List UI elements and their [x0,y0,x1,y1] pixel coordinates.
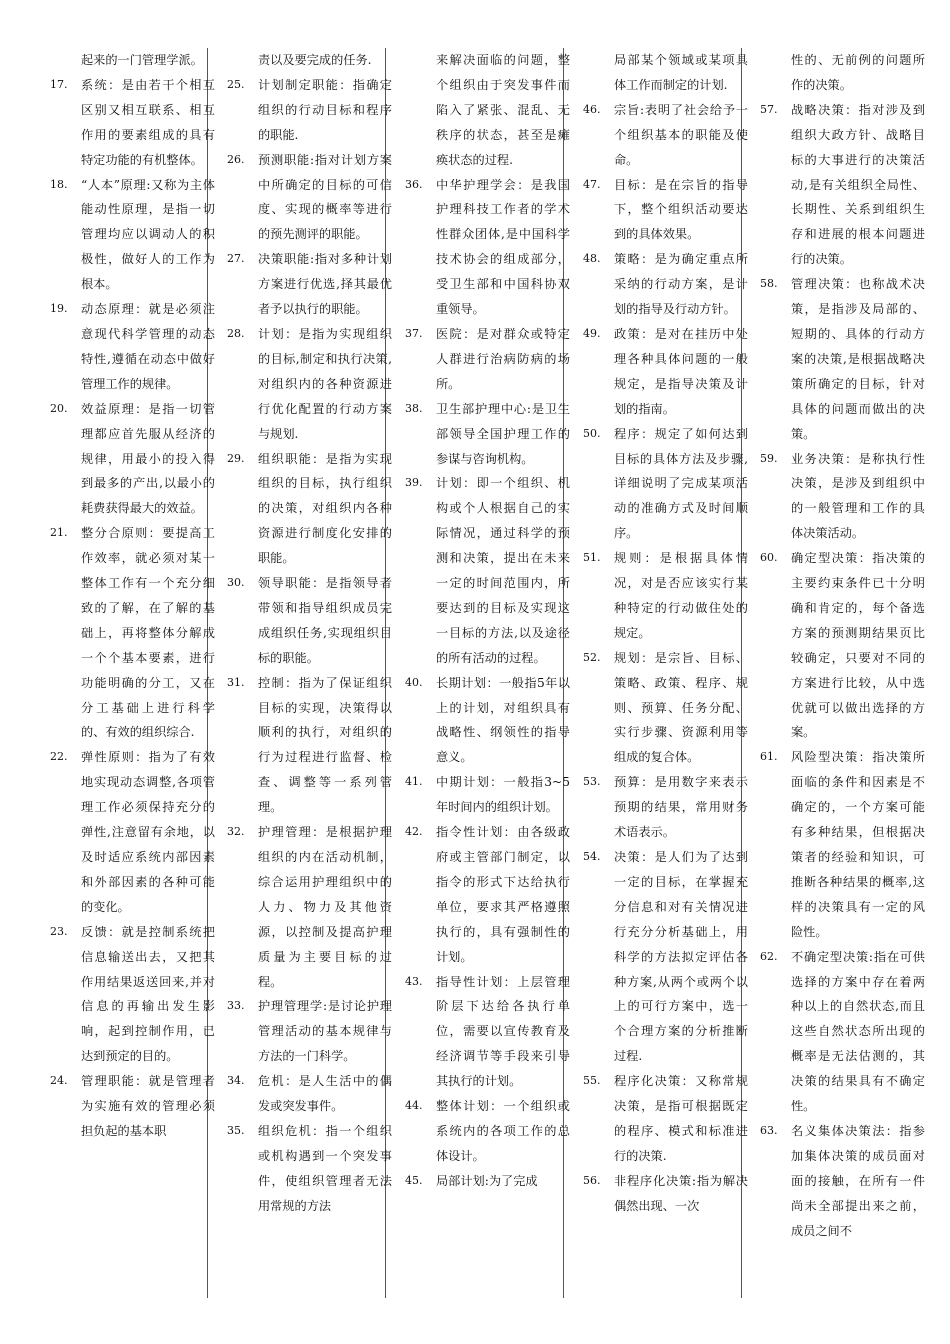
entry-number: 28. [227,326,245,340]
entry-number: 48. [583,252,601,266]
glossary-entry [392,770,570,820]
continued-text [214,48,392,73]
entry-number: 32. [227,825,245,839]
entry-number: 62. [760,949,778,963]
glossary-entry [570,98,748,173]
continued-text [392,48,570,173]
entry-text: 管理决策：也称战术决策，是指涉及局部的、短期的、具体的行动方案的决策,是根据战略决策所确定的目标，针对具体的问题而做出的决策。 [791,277,925,441]
glossary-entry [37,521,215,745]
entry-text: 不确定型决策:指在可供选择的方案中存在着两种以上的自然状态,而且这些自然状态所出现的概率是无法估测的，其决策的结果具有不确定性。 [791,949,925,1114]
entry-text: 决策：是人们为了达到一定的目标，在掌握充分信息和对有关情况进行充分分析基础上，用科学的方法拟定评估各种方案,从两个或两个以上的可行方案中，选一个合理方案的分析推断过程. [614,850,748,1064]
entry-text: 确定型决策：指决策的主要约束条件已十分明确和肯定的，每个备选方案的预测期结果页比较确定，只要对不同的方案进行比较，从中选优就可以做出选择的方案。 [791,551,925,740]
entry-number: 57. [760,102,778,116]
entry-text: 程序：规定了如何达到目标的具体方法及步骤,详细说明了完成某项活动的准确方式及时间顺序。 [614,426,748,541]
entry-number: 27. [227,252,245,266]
continued-text [747,48,925,98]
glossary-entry [37,297,215,397]
glossary-entry [570,322,748,422]
entry-number: 38. [405,401,423,415]
glossary-entry [214,1119,392,1219]
entry-number: 51. [583,551,601,565]
text-column [37,48,215,1298]
glossary-entry [214,671,392,820]
glossary-entry [214,571,392,671]
glossary-entry [214,447,392,572]
entry-text: 计划制定职能：指确定组织的行动目标和程序的职能. [258,77,392,142]
glossary-entry [747,745,925,944]
entry-text: 局部某个领域或某项具体工作而制定的计划. [614,53,748,92]
entry-number: 18. [50,177,68,191]
entry-text: 动态原理：就是必须注意现代科学管理的动态特性,遵循在动态中做好管理工作的规律。 [81,302,215,391]
entry-text: 风险型决策：指决策所面临的条件和因素是不确定的，一个方案可能有多种结果，但根据决策者的经验和知识，可推断各种结果的概率,这样的决策具有一定的风险性。 [791,750,925,939]
glossary-entry [747,98,925,272]
glossary-entry [392,471,570,670]
entry-text: 局部计划:为了完成 [436,1173,538,1188]
entry-number: 36. [405,177,423,191]
entry-number: 23. [50,924,68,938]
entry-number: 47. [583,177,601,191]
glossary-entry [214,1069,392,1119]
entry-text: 护理管理学:是讨论护理管理活动的基本规律与方法的一门科学。 [258,999,392,1064]
entry-number: 20. [50,401,68,415]
entry-text: 规划：是宗旨、目标、策略、政策、程序、规则、预算、任务分配、实行步骤、资源利用等组成的复合体。 [614,650,748,765]
glossary-entry [214,73,392,148]
entry-number: 54. [583,850,601,863]
continued-text [37,48,215,73]
entry-number: 35. [227,1123,245,1137]
entry-number: 43. [405,974,423,988]
glossary-entry [37,73,215,173]
glossary-entry [747,1119,925,1244]
entry-number: 26. [227,152,245,166]
glossary-entry [747,945,925,1119]
entry-text: 非程序化决策:指为解决偶然出现、一次 [614,1173,748,1213]
entry-text: 性的、无前例的问题所作的决策。 [791,53,925,92]
glossary-entry [570,247,748,322]
entry-number: 31. [227,675,245,689]
continued-text [570,48,748,98]
entry-text: 管理职能：就是管理者为实施有效的管理必须担负起的基本职 [81,1074,215,1138]
glossary-entry [747,447,925,547]
entry-number: 60. [760,551,778,565]
glossary-entry [214,322,392,447]
glossary-entry [214,148,392,248]
entry-number: 21. [50,526,68,540]
glossary-entry [37,1069,215,1144]
entry-number: 17. [50,77,68,91]
entry-number: 41. [405,775,423,789]
glossary-entry [570,845,748,1069]
entry-number: 19. [50,302,68,316]
entry-text: 宗旨:表明了社会给予一个组织基本的职能及使命。 [614,102,748,167]
entry-number: 53. [583,775,601,789]
glossary-entry [570,422,748,547]
entry-text: 来解决面临的问题，整个组织由于突发事件而陷入了紧张、混乱、无秩序的状态，甚至是瘫痪状态的过程. [436,53,570,167]
entry-text: 决策职能:指对多种计划方案进行优选,择其最优者予以执行的职能。 [258,252,392,317]
glossary-entry [570,173,748,248]
entry-text: 系统：是由若干个相互区别又相互联系、相互作用的要素组成的具有特定功能的有机整体。 [81,77,215,167]
glossary-entry [570,1169,748,1219]
entry-text: 计划：是指为实现组织的目标,制定和执行决策,对组织内的各种资源进行优化配置的行动方案与规划. [258,326,392,441]
entry-text: 名义集体决策法：指参加集体决策的成员面对面的接触，在所有一件尚未全部提出来之前，成员之间不 [791,1123,925,1238]
entry-text: “人本”原理:又称为主体能动性原理，是指一切管理均应以调动人的积极性，做好人的工作为根本。 [81,177,215,292]
entry-text: 效益原理：是指一切管理都应首先服从经济的规律，用最小的投入得到最多的产出,以最小的耗费获得最大的效益。 [81,401,215,516]
entry-text: 弹性原则：指为了有效地实现动态调整,各项管理工作必须保持充分的弹性,注意留有余地，以及时适应系统内部因素和外部因素的各种可能的变化。 [81,750,215,914]
entry-number: 40. [405,675,423,689]
entry-text: 目标：是在宗旨的指导下，整个组织活动要达到的具体效果。 [614,177,748,242]
entry-text: 领导职能：是指领导者带领和指导组织成员完成组织任务,实现组织目标的职能。 [258,576,392,665]
entry-number: 30. [227,576,245,590]
glossary-entry [37,173,215,298]
entry-text: 护理管理：是根据护理组织的内在活动机制，综合运用护理组织中的人力、物力及其他资源，以控制及提高护理质量为主要目标的过程。 [258,825,392,989]
entry-number: 25. [227,77,245,91]
glossary-entry [37,745,215,919]
glossary-entry [392,1169,570,1194]
entry-number: 45. [405,1173,423,1187]
entry-text: 程序化决策：又称常规决策，是指可根据既定的程序、模式和标准进行的决策. [614,1074,748,1163]
entry-text: 预算：是用数字来表示预期的结果，常用财务术语表示。 [614,775,748,840]
entry-number: 42. [405,825,423,839]
entry-number: 63. [760,1123,778,1137]
entry-number: 59. [760,451,778,465]
entry-number: 37. [405,326,423,340]
glossary-entry [392,1094,570,1169]
entry-text: 组织危机：指一个组织或机构遇到一个突发事件，使组织管理者无法用常规的方法 [258,1123,392,1213]
entry-number: 56. [583,1173,601,1187]
entry-text: 中华护理学会：是我国护理科技工作者的学术性群众团体,是中国科学技术协会的组成部分，受卫生部和中国科协双重领导。 [436,177,570,317]
entry-text: 责以及要完成的任务. [258,53,372,67]
text-column [214,48,392,1298]
glossary-entry [214,247,392,322]
entry-text: 业务决策：是称执行性决策，是涉及到组织中的一般管理和工作的具体决策活动。 [791,451,925,541]
entry-text: 策略：是为确定重点所采纳的行动方案，是计划的指导及行动方针。 [614,252,748,317]
entry-text: 卫生部护理中心:是卫生部领导全国护理工作的参谋与咨询机构。 [436,401,570,466]
glossary-entry [392,820,570,969]
entry-number: 34. [227,1074,245,1088]
glossary-entry [392,397,570,472]
entry-number: 33. [227,999,245,1013]
glossary-entry [570,646,748,771]
entry-number: 50. [583,426,601,440]
entry-number: 46. [583,102,601,116]
glossary-entry [747,546,925,745]
text-column [392,48,570,1298]
glossary-entry [570,546,748,646]
entry-text: 规则：是根据具体情况，对是否应该实行某种特定的行动做住处的规定。 [614,551,748,640]
entry-number: 55. [583,1074,601,1088]
entry-text: 指导性计划：上层管理阶层下达给各执行单位，需要以宣传教育及经济调节等手段来引导其执行的计划。 [436,974,570,1089]
entry-text: 计划：即一个组织、机构或个人根据自己的实际情况，通过科学的预测和决策，提出在未来一定的时间范围内，所要达到的目标及实现这一目标的方法,以及途径的所有活动的过程。 [436,476,570,665]
glossary-entry [392,970,570,1095]
glossary-entry [570,770,748,845]
entry-text: 医院：是对群众或特定人群进行治病防病的场所。 [436,326,570,391]
glossary-entry [392,322,570,397]
entry-number: 22. [50,750,68,764]
entry-text: 预测职能:指对计划方案中所确定的目标的可信度、实现的概率等进行的预先测评的职能。 [258,152,392,242]
glossary-entry [214,994,392,1069]
entry-text: 控制：指为了保证组织目标的实现，决策得以顺利的执行，对组织的行为过程进行监督、检查、调整等一系列管理。 [258,675,392,815]
glossary-entry [392,173,570,322]
glossary-entry [747,272,925,446]
entry-text: 整体计划：一个组织或系统内的各项工作的总体设计。 [436,1099,570,1163]
entry-text: 整分合原则：要提高工作效率，就必须对某一整体工作有一个充分细致的了解，在了解的基础上，再将整体分解成一个个基本要素，进行功能明确的分工，又在分工基础上进行科学的、有效的组织综合. [81,526,215,740]
entry-text: 中期计划：一般指3~5年时间内的组织计划。 [436,775,570,815]
entry-text: 危机：是人生活中的偶发或突发事件。 [258,1074,392,1114]
text-column [570,48,748,1298]
entry-number: 24. [50,1074,68,1088]
glossary-entry [37,920,215,1069]
entry-number: 52. [583,650,601,664]
glossary-entry [392,671,570,771]
entry-text: 长期计划：一般指5年以上的计划，对组织具有战略性、纲领性的指导意义。 [436,675,570,765]
entry-number: 29. [227,451,245,465]
entry-text: 战略决策：指对涉及到组织大政方针、战略目标的大事进行的决策活动,是有关组织全局性、长期性、关系到组织生存和进展的根本问题进行的决策。 [791,102,925,267]
entry-number: 39. [405,476,423,490]
entry-text: 起来的一门管理学派。 [81,53,203,67]
entry-text: 反馈：就是控制系统把信息输送出去，又把其作用结果返送回来,并对信息的再输出发生影响，起到控制作用，已达到预定的目的。 [81,924,215,1064]
entry-text: 指令性计划：由各级政府或主管部门制定，以指令的形式下达给执行单位，要求其严格遵照执行的，具有强制性的计划。 [436,825,570,964]
entry-text: 组织职能：是指为实现组织的目标，执行组织的决策，对组织内各种资源进行制度化安排的职能。 [258,451,392,566]
glossary-entry [37,397,215,522]
text-column [747,48,925,1298]
glossary-entry [214,820,392,994]
entry-text: 政策：是对在挂历中处理各种具体问题的一般规定，是指导决策及计划的指南。 [614,326,748,416]
entry-number: 44. [405,1099,423,1113]
entry-number: 49. [583,326,601,340]
entry-number: 61. [760,750,778,764]
entry-number: 58. [760,277,778,291]
glossary-entry [570,1069,748,1169]
